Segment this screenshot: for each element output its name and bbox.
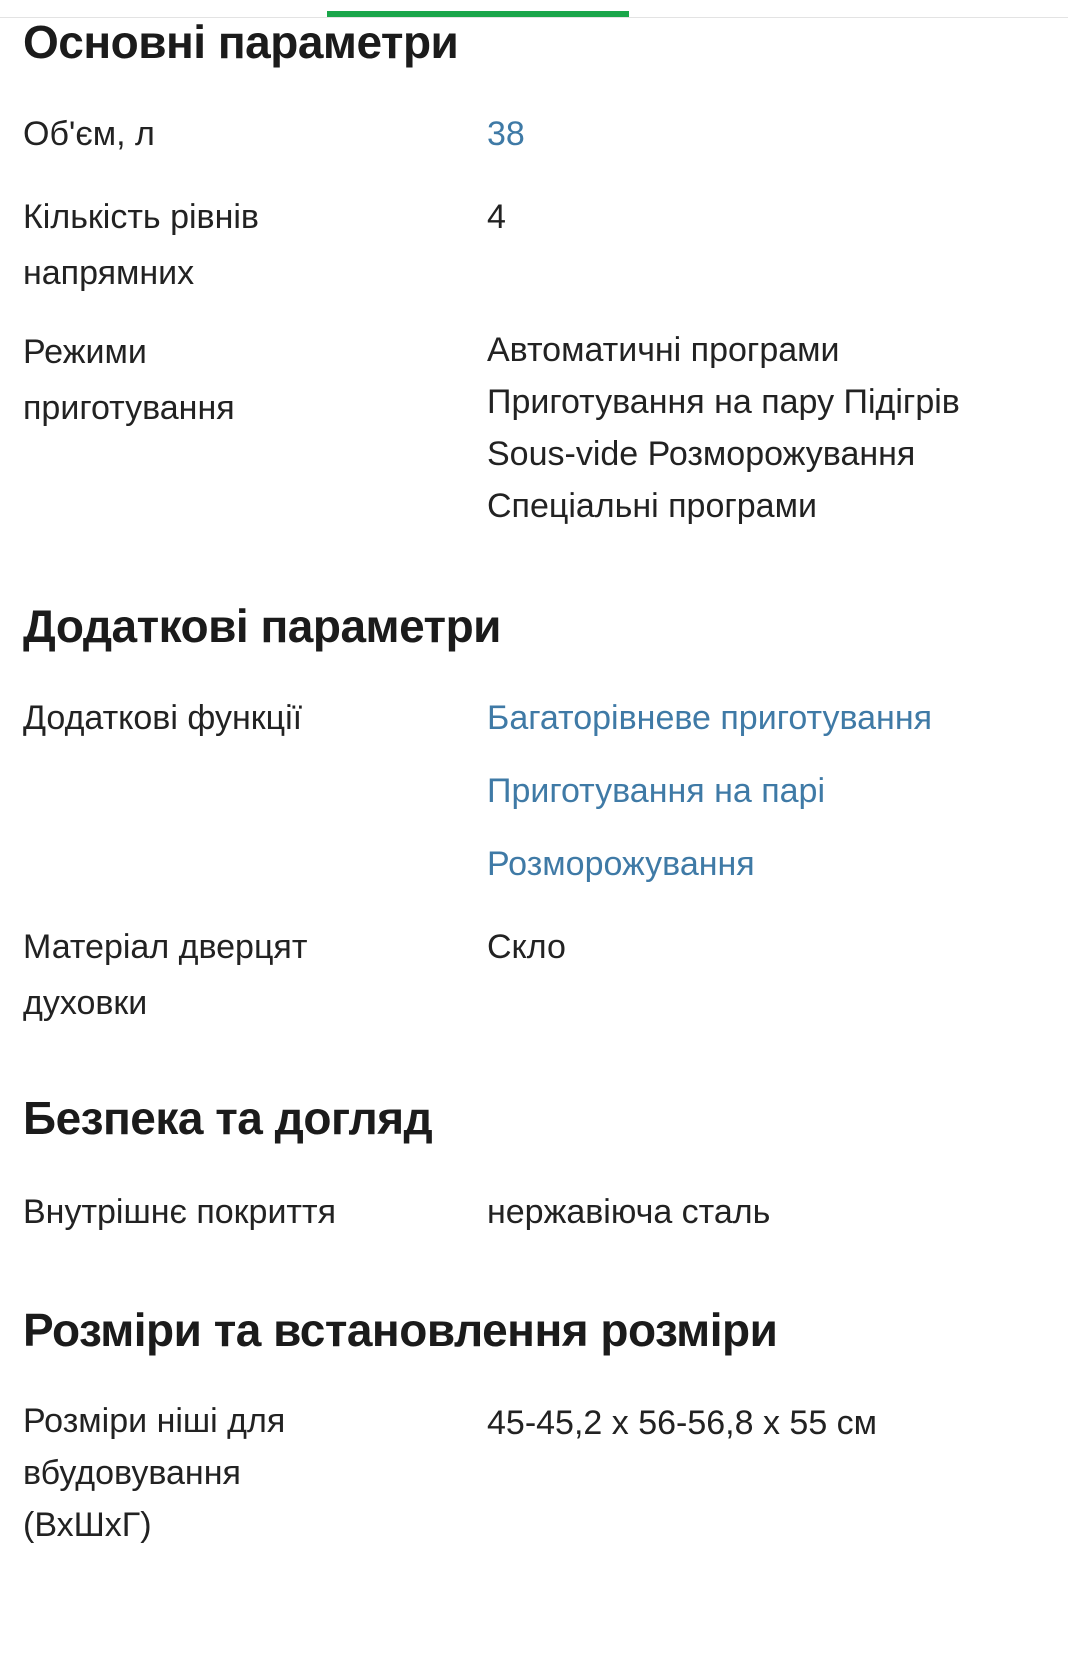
- spec-value-links: [487, 690, 1067, 914]
- section-title-dimensions: Розміри та встановлення розміри: [23, 1304, 778, 1356]
- volume-value-link[interactable]: 38: [487, 115, 525, 153]
- spec-value: Автоматичні програми Приготування на пару Підігрів Sous-vide Розморожування Спеціальні програми: [487, 331, 960, 525]
- spec-label: Додаткові функції: [23, 699, 303, 737]
- spec-label: Кількість рівнів напрямних: [23, 198, 259, 292]
- spec-label: Об'єм, л: [23, 115, 155, 153]
- spec-label: Внутрішнє покриття: [23, 1193, 336, 1231]
- function-link-multilevel-cooking[interactable]: Багаторівневе приготування: [487, 699, 933, 737]
- section-title-safety-care: Безпека та догляд: [23, 1092, 433, 1144]
- section-title-additional-parameters: Додаткові параметри: [23, 600, 501, 652]
- spec-value: Скло: [487, 928, 566, 966]
- spec-label: Режими приготування: [23, 333, 235, 427]
- spec-value: нержавіюча сталь: [487, 1193, 771, 1231]
- spec-value: [487, 106, 1067, 162]
- spec-label: Розміри ніші для вбудовування (ВхШхГ): [23, 1402, 286, 1544]
- section-title-main-parameters: Основні параметри: [23, 16, 459, 68]
- function-link-steam-cooking[interactable]: Приготування на парі: [487, 772, 826, 810]
- spec-value: 4: [487, 198, 506, 236]
- spec-label: Матеріал дверцят духовки: [23, 928, 308, 1022]
- function-link-defrosting[interactable]: Розморожування: [487, 845, 755, 883]
- spec-value: 45-45,2 x 56-56,8 x 55 см: [487, 1404, 878, 1442]
